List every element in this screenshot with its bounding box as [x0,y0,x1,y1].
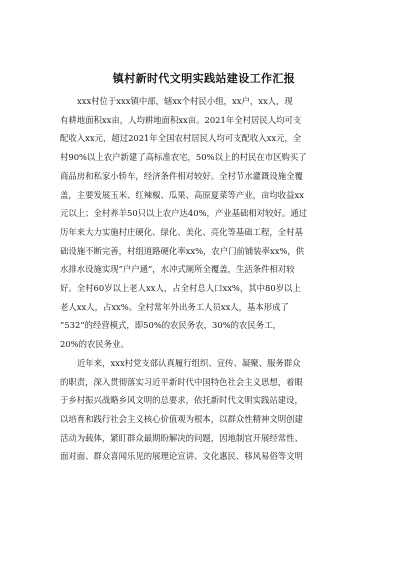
text-line: 老人xx人，占xx%。全村常年外出务工人员xx人，基本形成了 [60,301,289,312]
text-line: 于乡村振兴战略乡风文明的总要求，依托新时代文明实践站建设， [60,395,303,406]
text-line: xxx村位于xxx镇中部，辖xx个村民小组，xx户，xx人，现 [77,96,293,106]
text-line: 的职责，深入贯彻落实习近平新时代中国特色社会主义思想，着眼 [60,376,303,387]
text-line: 商品房和私家小轿车，经济条件相对较好。全村节水灌溉设施全覆 [60,170,303,181]
text-line: 以培育和践行社会主义核心价值观为根本，以群众性精神文明创建 [60,413,303,424]
text-line: 面对面、群众喜闻乐见的展理论宣讲、文化惠民、移风易俗等文明 [60,451,303,462]
text-line: 础设施不断完善，村组道路硬化率xx%，农户门前铺装率xx%，供 [60,245,305,256]
text-line: 20%的农民务业。 [60,339,129,350]
paragraph-1 [60,92,350,354]
text-line: 活动为载体，紧盯群众最期盼解决的问题，因地制宜开展经常性、 [60,432,303,443]
text-line: 好。全村60岁以上老人xx人，占全村总人口xx%，其中80岁以上 [60,283,301,294]
text-line: 配收入xx元，超过2021年全国农村居民人均可支配收入xx元，全 [60,133,302,144]
text-line: 水排水设施实现”户户通”，水冲式厕所全覆盖，生活条件相对较 [60,264,295,275]
text-line: 元以上；全村养羊50只以上农户达40%，产业基础相对较好。通过 [60,208,308,219]
text-line: 村90%以上农户新建了高标准农宅，50%以上的村民在市区购买了 [60,152,307,163]
text-line: 近年来，xxx村党支部认真履行组织、宣传、凝聚、服务群众 [77,357,301,368]
text-line: 历年来大力实施村庄硬化、绿化、美化、亮化等基础工程，全村基 [60,226,303,237]
text-line: 有耕地面积xx亩，人均耕地面积xx亩。2021年全村居民人均可支 [60,114,302,125]
document-title: 镇村新时代文明实践站建设工作汇报 [112,72,296,85]
text-line: 盖，主要发展玉米、红辣椒、瓜果、高原夏菜等产业，亩均收益xx [60,189,304,200]
paragraph-2 [60,354,350,466]
text-line: ”532”的经营模式，即50%的农民务农，30%的农民务工， [60,320,281,331]
document-body [60,92,350,466]
